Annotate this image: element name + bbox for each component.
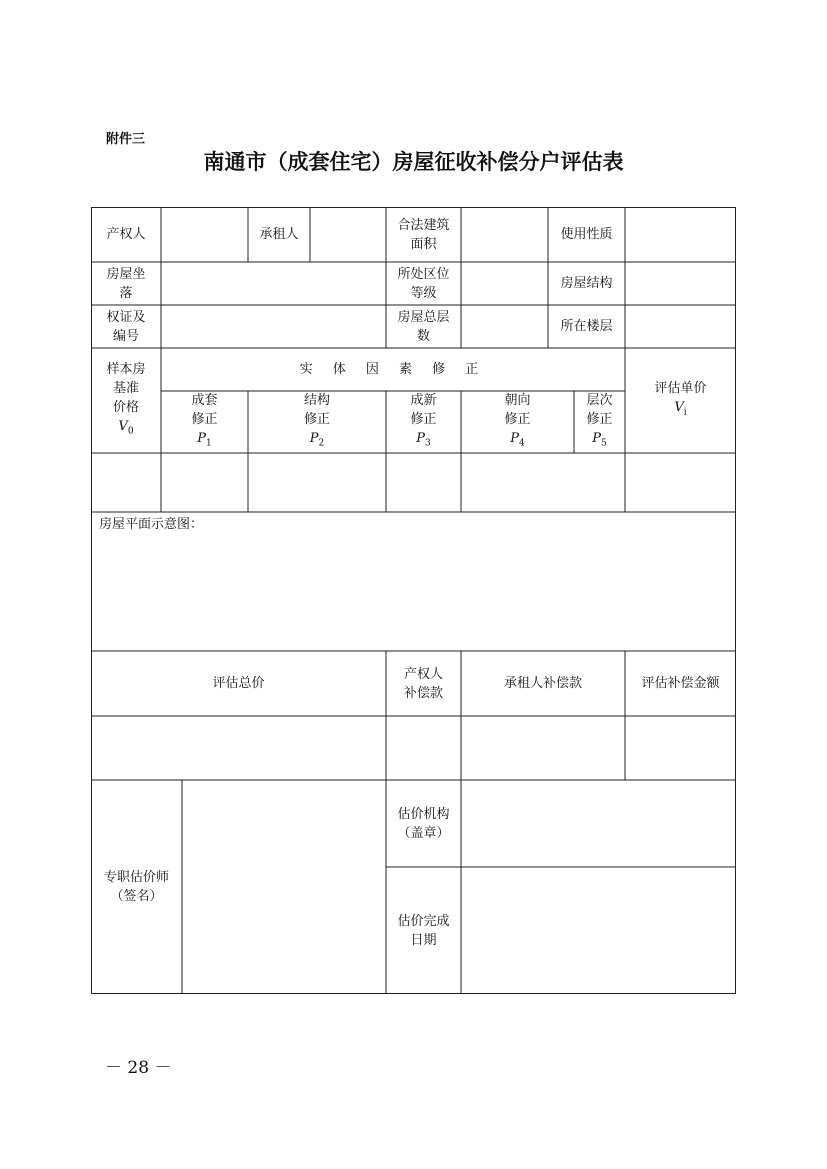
completion-date-cell[interactable]: [461, 867, 736, 994]
certificate-label: [91, 305, 161, 348]
completion-date-label: 估价完成 日期: [397, 913, 450, 948]
zone-line-2: 等级: [410, 285, 437, 301]
tenant-value-cell[interactable]: [310, 207, 386, 262]
base-price-symbol: $V_0$: [118, 418, 134, 437]
owner-value-cell[interactable]: [161, 207, 248, 262]
factor-p5-label: 层次 修正 $P_5$: [586, 392, 613, 449]
agency-label: 估价机构 （盖章）: [397, 806, 450, 841]
location-label: [91, 262, 161, 305]
p1-value-cell[interactable]: [161, 453, 248, 512]
total-floors-value-cell[interactable]: [461, 305, 548, 348]
unit-price-label: [625, 348, 736, 453]
usage-value-cell[interactable]: [625, 207, 736, 262]
tenant-compensation-label: 承租人补偿款: [503, 676, 582, 691]
floor-label: 所在楼层: [560, 319, 613, 334]
agency-stamp-cell[interactable]: [461, 780, 736, 867]
base-price-line-1: 样本房: [106, 361, 146, 377]
tenant-compensation-value-cell[interactable]: [461, 716, 625, 780]
total-floors-line-2: 数: [416, 328, 430, 344]
legal-area-line-1: 合法建筑: [397, 217, 450, 233]
unit-price-line: 评估单价: [654, 380, 707, 396]
annex-label: 附件三: [106, 132, 146, 147]
certificate-line-2: 编号: [112, 328, 139, 344]
base-price-line-3: 价格: [112, 399, 139, 415]
floor-plan-label: 房屋平面示意图：: [99, 517, 204, 532]
appraisal-form-table: [91, 207, 736, 994]
base-price-line-2: 基准: [112, 380, 139, 396]
factor-p2-label: 结构 修正 $P_2$: [303, 392, 330, 449]
factor-p1-label: 成套 修正 $P_1$: [191, 392, 218, 449]
zone-value-cell[interactable]: [461, 262, 548, 305]
factor-p4-label: 朝向 修正 $P_4$: [504, 392, 531, 449]
legal-area-value-cell[interactable]: [461, 207, 548, 262]
p4-p5-value-cell[interactable]: [461, 453, 625, 512]
floor-value-cell[interactable]: [625, 305, 736, 348]
compensation-amount-value-cell[interactable]: [625, 716, 736, 780]
compensation-amount-label: 评估补偿金额: [641, 676, 720, 691]
certificate-value-cell[interactable]: [161, 305, 386, 348]
entity-correction-header: 实 体 因 素 修 正: [299, 362, 487, 377]
page-title: 南通市（成套住宅）房屋征收补偿分户评估表: [203, 150, 624, 174]
unit-price-symbol: $V_i$: [674, 399, 687, 418]
page-number: － 28 －: [105, 1058, 172, 1078]
total-price-label: 评估总价: [212, 676, 265, 691]
unit-price-value-cell[interactable]: [625, 453, 736, 512]
p3-value-cell[interactable]: [386, 453, 461, 512]
appraiser-signature-cell[interactable]: [182, 780, 386, 994]
total-floors-label: [386, 305, 461, 348]
owner-compensation-label: 产权人 补偿款: [403, 666, 443, 701]
base-price-label: [91, 348, 161, 453]
location-line-1: 房屋坐: [106, 266, 146, 282]
zone-line-1: 所处区位: [397, 266, 450, 282]
factor-p3-label: 成新 修正 $P_3$: [410, 392, 437, 449]
certificate-line-1: 权证及: [106, 309, 146, 325]
zone-label: [386, 262, 461, 305]
structure-label: 房屋结构: [560, 276, 613, 291]
p2-value-cell[interactable]: [248, 453, 386, 512]
total-price-value-cell[interactable]: [91, 716, 386, 780]
location-line-2: 落: [119, 285, 133, 301]
legal-area-line-2: 面积: [410, 236, 437, 252]
base-price-value-cell[interactable]: [91, 453, 161, 512]
total-floors-line-1: 房屋总层: [397, 309, 450, 325]
usage-label: 使用性质: [560, 227, 613, 242]
structure-value-cell[interactable]: [625, 262, 736, 305]
appraiser-label: 专职估价师 （签名）: [103, 870, 169, 904]
tenant-label: 承租人: [259, 227, 299, 242]
owner-compensation-value-cell[interactable]: [386, 716, 461, 780]
legal-area-label: [386, 207, 461, 262]
location-value-cell[interactable]: [161, 262, 386, 305]
owner-label: 产权人: [106, 227, 146, 242]
